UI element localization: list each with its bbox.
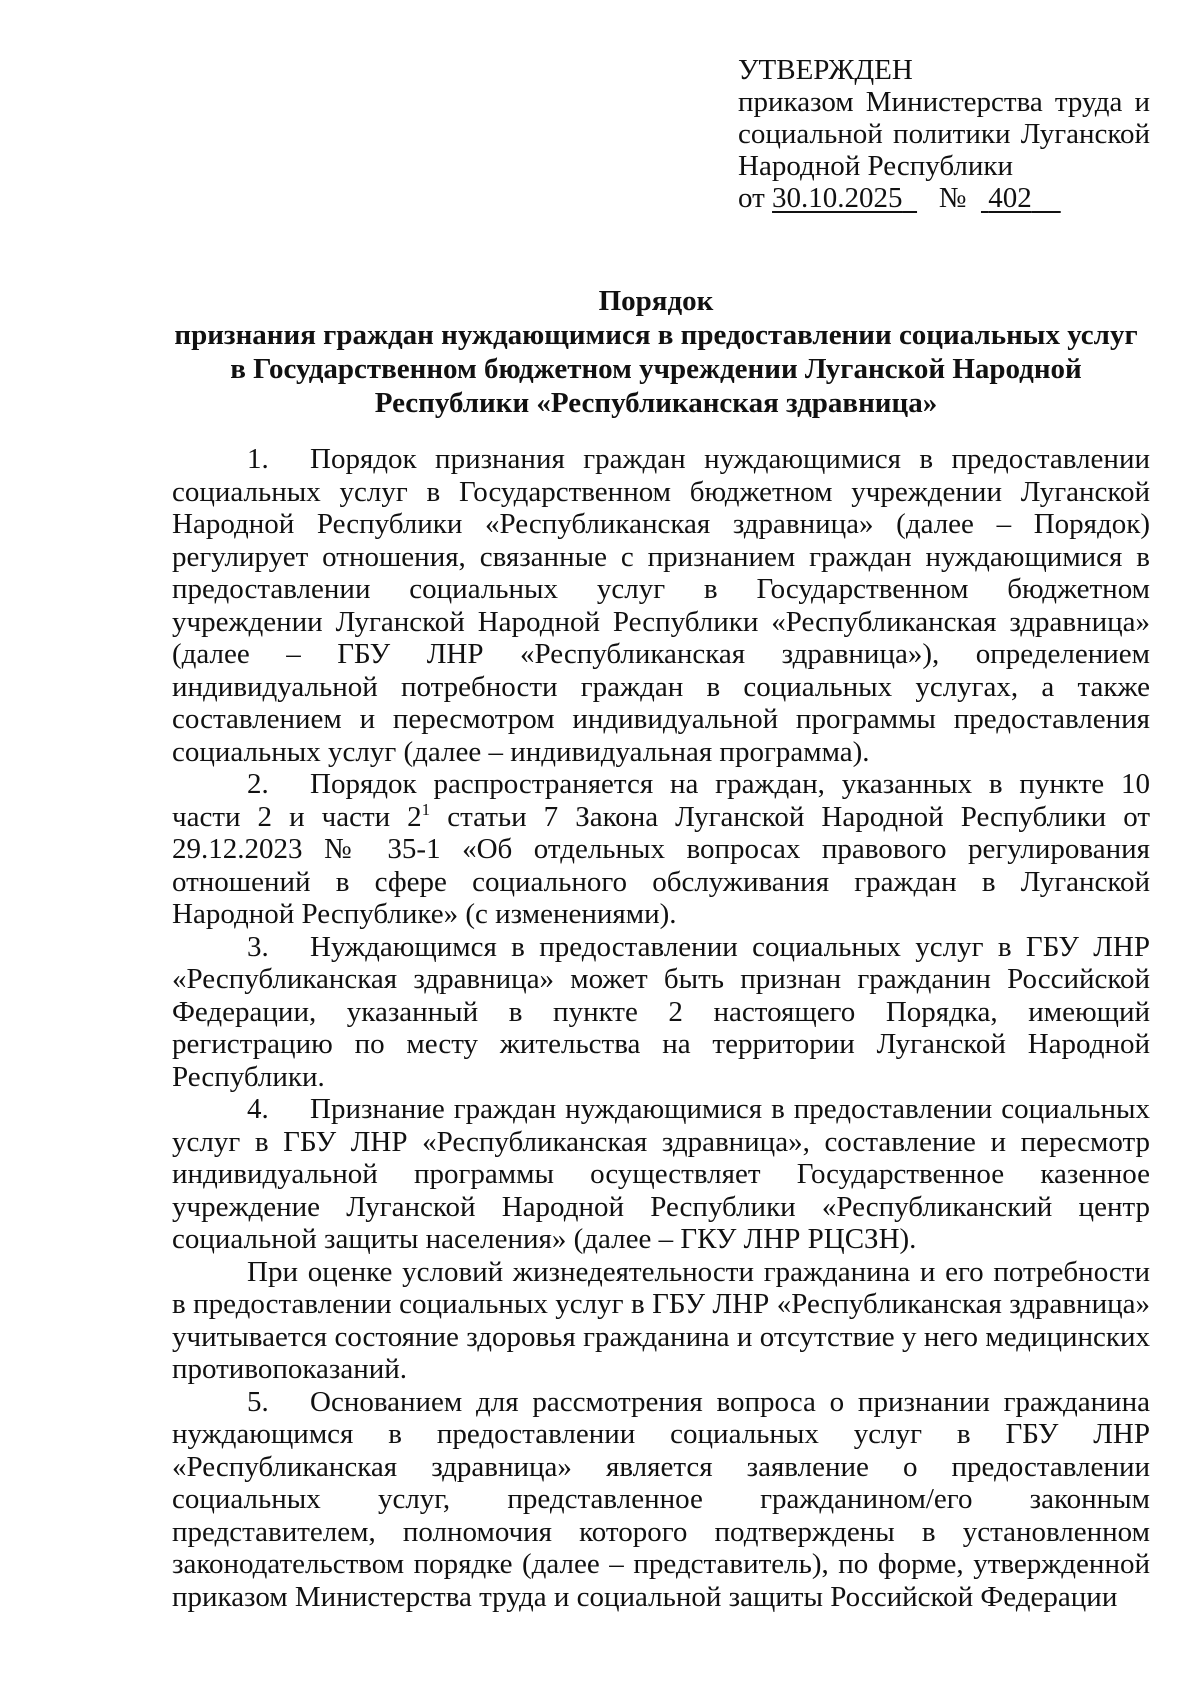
paragraph-1 bbox=[172, 443, 1150, 768]
paragraph-number: 4. bbox=[247, 1093, 269, 1125]
paragraph-4 bbox=[172, 1093, 1150, 1256]
paragraph-text: Признание граждан нуждающимися в предоставлении социальных услуг в ГБУ ЛНР «Республиканская здравница», составление и пересмотр индивидуальной программы осуществляет Государственное казенное учреждение Луганской Народной Республики «Республиканский центр социальной защиты населения» (далее – ГКУ ЛНР РЦСЗН). bbox=[172, 1093, 1150, 1255]
paragraph-text-continued: статьи 7 Закона Луганской Народной Республики от 29.12.2023 № 35-1 «Об отдельных вопросах правового регулирования отношений в сфере социального обслуживания граждан в Луганской Народной Республике» (с изменениями). bbox=[172, 800, 1150, 930]
approval-date-line bbox=[738, 182, 1150, 214]
superscript: 1 bbox=[421, 799, 431, 819]
paragraph-2 bbox=[172, 768, 1150, 931]
approval-heading: УТВЕРЖДЕН bbox=[738, 54, 913, 86]
paragraph-number: 1. bbox=[247, 443, 269, 475]
title-line-1: Порядок bbox=[598, 285, 714, 317]
approval-number-sign: № bbox=[938, 182, 967, 214]
paragraph-text: Нуждающимся в предоставлении социальных услуг в ГБУ ЛНР «Республиканская здравница» может быть признан гражданин Российской Федерации, указанный в пункте 2 настоящего Порядка, имеющий регистрацию по месту жительства на территории Луганской Народной Республики. bbox=[172, 930, 1150, 1093]
approval-number: 402 bbox=[988, 182, 1032, 214]
approval-date-prefix: от bbox=[738, 182, 765, 214]
paragraph-text: Основанием для рассмотрения вопроса о признании гражданина нуждающимся в предоставлении социальных услуг в ГБУ ЛНР «Республиканская здравница» является заявление о предоставлении социальных услуг, представленное гражданином/его законным представителем, полномочия которого подтверждены в установленном законодательством порядке (далее – представитель), по форме, утвержденной приказом Министерства труда и социальной защиты Российской Федерации bbox=[172, 1385, 1150, 1613]
title-line-2: признания граждан нуждающимися в предоставлении социальных услуг bbox=[174, 319, 1138, 351]
paragraph-text: При оценке условий жизнедеятельности гражданина и его потребности в предоставлении социальных услуг в ГБУ ЛНР «Республиканская здравница» учитывается состояние здоровья гражданина и отсутствие у него медицинских противопоказаний. bbox=[172, 1255, 1150, 1385]
paragraph-number: 5. bbox=[247, 1385, 269, 1418]
paragraph-4-continued bbox=[172, 1256, 1150, 1386]
title-line-4: Республики «Республиканская здравница» bbox=[374, 387, 938, 419]
document-title bbox=[172, 284, 1140, 420]
approval-text: приказом Министерства труда и социальной политики Луганской Народной Республики bbox=[738, 86, 1150, 182]
paragraph-3 bbox=[172, 931, 1150, 1094]
approval-stamp bbox=[738, 54, 1150, 214]
paragraph-text: Порядок распространяется на граждан, указанных в пункте 10 части 2 и части 2 bbox=[172, 768, 1150, 833]
paragraph-5 bbox=[172, 1386, 1150, 1614]
paragraph-text: Порядок признания граждан нуждающимися в предоставлении социальных услуг в Государственном бюджетном учреждении Луганской Народной Республики «Республиканская здравница» (далее – Порядок) регулирует отношения, связанные с признанием граждан нуждающимися в предоставлении социальных услуг в Государственном бюджетном учреждении Луганской Народной Республики «Республиканская здравница» (далее – ГБУ ЛНР «Республиканская здравница»), определением индивидуальной потребности граждан в социальных услугах, а также составлением и пересмотром индивидуальной программы предоставления социальных услуг (далее – индивидуальная программа). bbox=[172, 443, 1150, 768]
paragraph-number: 2. bbox=[247, 768, 269, 800]
approval-date: 30.10.2025 bbox=[772, 182, 903, 214]
title-line-3: в Государственном бюджетном учреждении Луганской Народной bbox=[230, 353, 1082, 385]
paragraph-number: 3. bbox=[247, 930, 269, 963]
document-body bbox=[172, 443, 1150, 1613]
